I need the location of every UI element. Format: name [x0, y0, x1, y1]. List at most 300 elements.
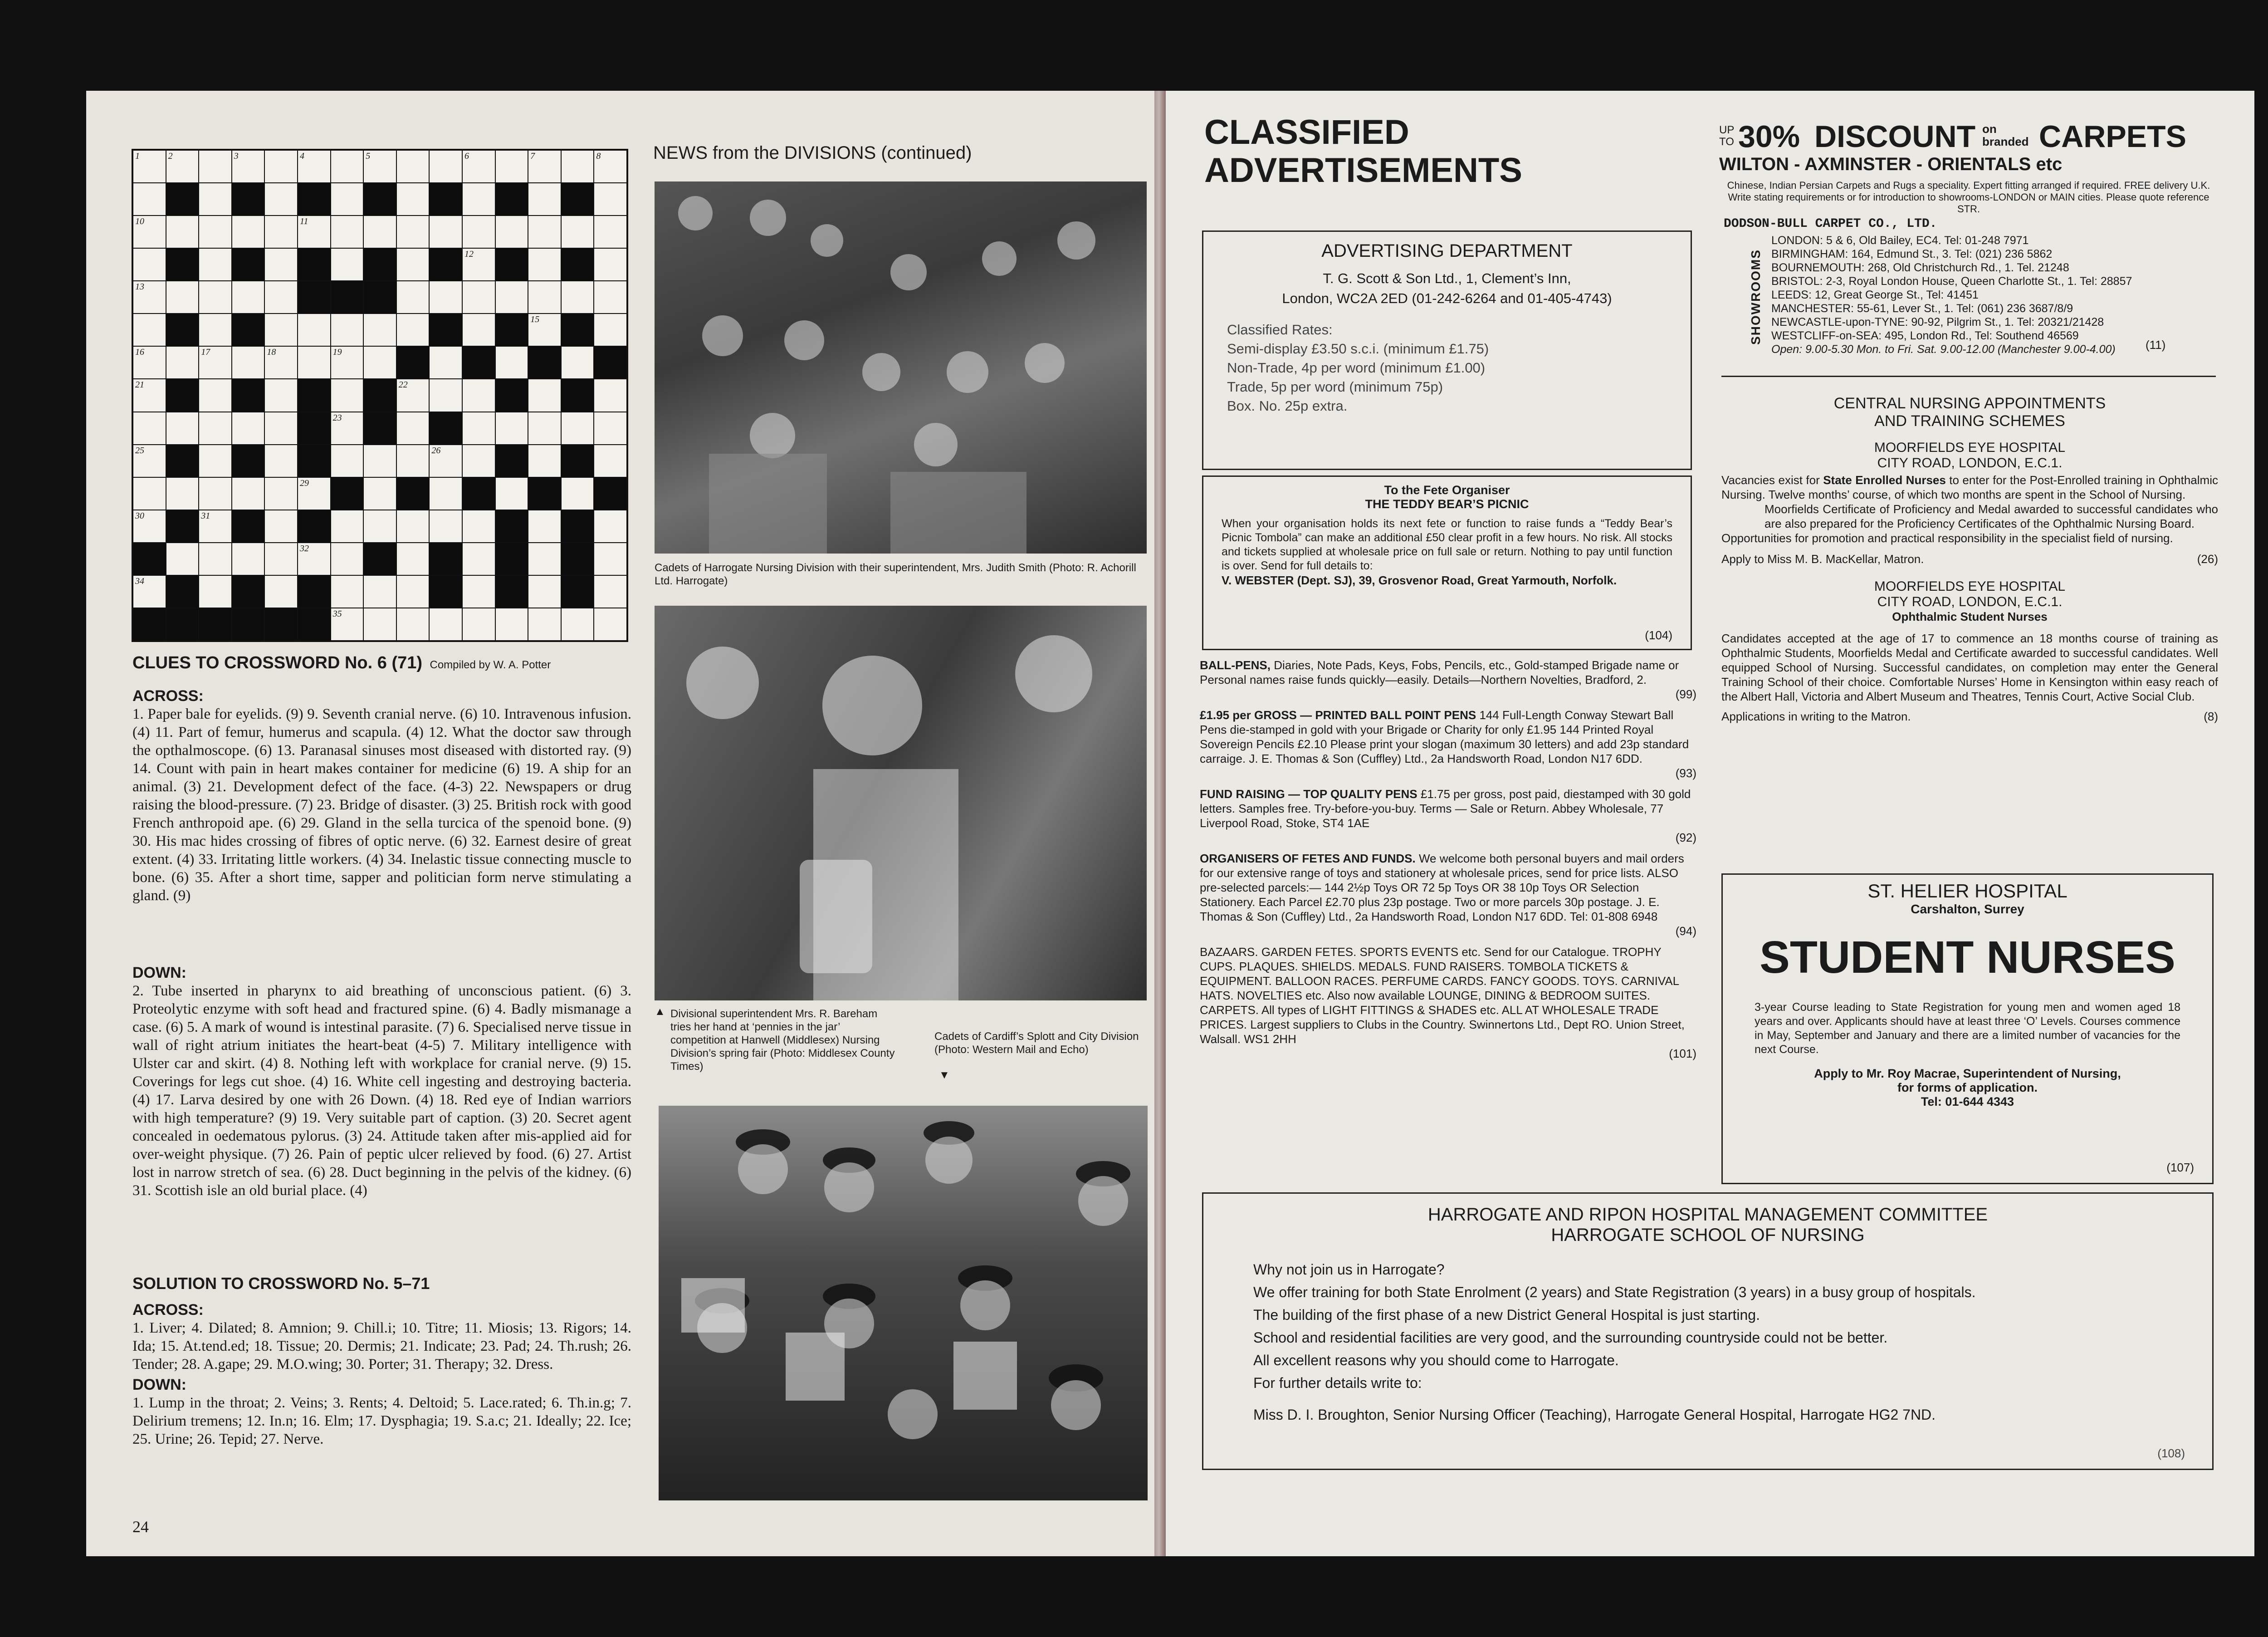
- crossword-grid: [132, 149, 628, 642]
- crossword-solution: [132, 1274, 631, 1448]
- crossword-cell: [463, 576, 495, 608]
- crossword-cell: [199, 151, 231, 182]
- crossword-cell: [397, 510, 429, 542]
- crossword-cell: [594, 249, 626, 280]
- crossword-black-square: [298, 510, 330, 542]
- ad-ref: (94): [1675, 924, 1696, 938]
- crossword-cell: [298, 478, 330, 510]
- discount-label: DISCOUNT: [1814, 119, 1976, 154]
- crossword-black-square: [528, 478, 561, 510]
- crossword-cell: [364, 151, 396, 182]
- crossword-cell: [133, 183, 166, 215]
- news-title: NEWS from the DIVISIONS (continued): [653, 143, 972, 163]
- ad-ref: (99): [1675, 687, 1696, 701]
- crossword-black-square: [364, 183, 396, 215]
- crossword-black-square: [232, 608, 264, 640]
- dept-title: ADVERTISING DEPARTMENT: [1321, 241, 1573, 261]
- crossword-clue-number: 31: [201, 510, 210, 521]
- crossword-cell: [364, 347, 396, 378]
- crossword-black-square: [166, 314, 199, 346]
- crossword-cell: [133, 249, 166, 280]
- crossword-clue-number: 19: [332, 347, 342, 358]
- crossword-cell: [463, 151, 495, 182]
- crossword-cell: [199, 281, 231, 313]
- crossword-cell: [528, 151, 561, 182]
- crossword-cell: [199, 183, 231, 215]
- crossword-cell: [594, 608, 626, 640]
- crossword-cell: [528, 249, 561, 280]
- harrogate-box: [1202, 1192, 2214, 1470]
- moorfields-apply-row: [1721, 552, 2218, 566]
- dept-line1: T. G. Scott & Son Ltd., 1, Clement’s Inn,: [1323, 270, 1571, 286]
- crossword-cell: [364, 445, 396, 477]
- crossword-black-square: [496, 314, 528, 346]
- carpet-blurb: Chinese, Indian Persian Carpets and Rugs a speciality. Expert fitting arranged if required. FREE delivery U.K. Write stating requirements or for introduction to showrooms-LONDON or MAIN cities. Please quote reference STR.: [1727, 180, 2210, 215]
- showrooms-label: SHOWROOMS: [1749, 249, 1763, 345]
- crossword-clue-number: 2: [168, 151, 173, 161]
- crossword-clue-number: 6: [464, 151, 469, 161]
- moorfields-address-2: CITY ROAD, LONDON, E.C.1.: [1877, 594, 2063, 609]
- rate-trade: Trade, 5p per word (minimum 75p): [1227, 379, 1443, 395]
- crossword-cell: [430, 151, 462, 182]
- harrogate-line: For further details write to:: [1253, 1375, 1422, 1391]
- showroom-item: NEWCASTLE-upon-TYNE: 90-92, Pilgrim St., 1. Tel: 20321/21428: [1771, 316, 2104, 328]
- crossword-cell: [397, 379, 429, 411]
- crossword-cell: [397, 183, 429, 215]
- carpet-ref: (11): [2146, 338, 2166, 352]
- carpets-label: CARPETS: [2039, 119, 2186, 154]
- crossword-cell: [496, 412, 528, 444]
- crossword-black-square: [298, 412, 330, 444]
- crossword-cell: [562, 151, 594, 182]
- down-heading: DOWN:: [132, 964, 186, 981]
- crossword-clue-number: 29: [299, 478, 309, 488]
- crossword-cell: [364, 216, 396, 248]
- crossword-cell: [528, 412, 561, 444]
- crossword-cell: [265, 478, 297, 510]
- crossword-cell: [397, 216, 429, 248]
- crossword-black-square: [397, 347, 429, 378]
- p1-start: Vacancies exist for: [1721, 473, 1820, 487]
- rate-non-trade: Non-Trade, 4p per word (minimum £1.00): [1227, 360, 1486, 376]
- crossword-cell: [199, 347, 231, 378]
- crossword-black-square: [496, 510, 528, 542]
- st-helier-box: [1721, 873, 2214, 1184]
- crossword-cell: [166, 412, 199, 444]
- crossword-black-square: [232, 379, 264, 411]
- crossword-cell: [199, 216, 231, 248]
- crossword-clue-number: 3: [234, 151, 239, 161]
- harrogate-title2: HARROGATE SCHOOL OF NURSING: [1551, 1225, 1865, 1245]
- student-nurses-subheading: Ophthalmic Student Nurses: [1892, 610, 2048, 623]
- crossword-black-square: [232, 510, 264, 542]
- crossword-cell: [594, 445, 626, 477]
- crossword-black-square: [430, 412, 462, 444]
- carpet-sub: WILTON - AXMINSTER - ORIENTALS etc: [1719, 154, 2063, 174]
- crossword-black-square: [430, 576, 462, 608]
- crossword-cell: [331, 412, 363, 444]
- photo-cardiff-cadets: [659, 1106, 1148, 1500]
- crossword-black-square: [430, 314, 462, 346]
- crossword-cell: [199, 379, 231, 411]
- crossword-cell: [133, 151, 166, 182]
- showroom-item: LONDON: 5 & 6, Old Bailey, EC4. Tel: 01-248 7971: [1771, 234, 2029, 247]
- crossword-black-square: [166, 576, 199, 608]
- crossword-cell: [463, 608, 495, 640]
- ad-text: We welcome both personal buyers and mail orders for our extensive range of toys and stationery at wholesale prices, send for price lists. ALSO pre-selected parcels:— 144 2½p Toys OR 72 5p Toys OR 38 10p Toys OR Selection Stationery. Each Parcel £2.70 plus 23p postage. Two or more parcels 30p postage. J. E. Thomas & Son (Cuffley) Ltd., 2a Handsworth Road, London N17 6DD. Tel: 01-808 6948: [1200, 852, 1684, 923]
- solution-across-text: 1. Liver; 4. Dilated; 8. Amnion; 9. Chill.i; 10. Titre; 11. Miosis; 13. Rigors; 14. Ida; 15. At.tend.ed; 18. Tissue; 20. Dermis; 21. Indicate; 23. Pad; 24. Th.rush; 26. Tender; 28. A.gape; 29. M.O.wing; 30. Porter; 31. Therapy; 32. Dress.: [132, 1320, 631, 1372]
- showroom-item: BOURNEMOUTH: 268, Old Christchurch Rd., 1. Tel. 21248: [1771, 261, 2069, 274]
- moorfields-apply: Apply to Miss M. B. MacKellar, Matron.: [1721, 552, 1924, 566]
- crossword-cell: [496, 608, 528, 640]
- crossword-black-square: [594, 347, 626, 378]
- helier-sub: Carshalton, Surrey: [1911, 902, 2024, 916]
- on-branded-label: on branded: [1982, 122, 2029, 148]
- crossword-cell: [594, 510, 626, 542]
- crossword-black-square: [463, 347, 495, 378]
- crossword-cell: [562, 478, 594, 510]
- crossword-clue-number: 30: [135, 510, 144, 521]
- crossword-cell: [166, 151, 199, 182]
- crossword-cell: [562, 216, 594, 248]
- crossword-cell: [265, 576, 297, 608]
- crossword-cell: [199, 543, 231, 575]
- crossword-cell: [528, 445, 561, 477]
- crossword-black-square: [364, 412, 396, 444]
- crossword-black-square: [331, 281, 363, 313]
- photo-cardiff-cadets-placeholder: [659, 1106, 1148, 1500]
- carpet-company: DODSON-BULL CARPET CO., LTD.: [1724, 217, 1937, 231]
- crossword-clue-number: 15: [530, 314, 540, 325]
- crossword-cell: [430, 478, 462, 510]
- classified-heading-line1: CLASSIFIED: [1204, 113, 1409, 152]
- crossword-black-square: [562, 445, 594, 477]
- photo-pennies-jar-placeholder: [655, 606, 1147, 1000]
- crossword-black-square: [166, 249, 199, 280]
- crossword-cell: [166, 216, 199, 248]
- crossword-cell: [463, 216, 495, 248]
- crossword-clue-number: 1: [135, 151, 140, 161]
- crossword-black-square: [562, 576, 594, 608]
- crossword-cell: [133, 379, 166, 411]
- crossword-cell: [430, 445, 462, 477]
- crossword-cell: [331, 379, 363, 411]
- crossword-black-square: [331, 478, 363, 510]
- ad-lead: BALL-PENS,: [1200, 658, 1271, 672]
- crossword-cell: [463, 412, 495, 444]
- crossword-cell: [199, 445, 231, 477]
- crossword-cell: [430, 216, 462, 248]
- dept-line2: London, WC2A 2ED (01-242-6264 and 01-405-4743): [1282, 290, 1612, 306]
- classified-ads-list: [1200, 658, 1696, 1061]
- crossword-clue-number: 5: [366, 151, 371, 161]
- crossword-black-square: [166, 379, 199, 411]
- p1-end: to enter for the Post-Enrolled training in Ophthalmic Nursing. Twelve months’ course, of which two months are spent in the School of Nursing.: [1721, 473, 2218, 501]
- showroom-item: WESTCLIFF-on-SEA: 495, London Rd., Tel: Southend 46569: [1771, 329, 2079, 342]
- crossword-black-square: [199, 608, 231, 640]
- harrogate-contact: Miss D. I. Broughton, Senior Nursing Officer (Teaching), Harrogate General Hospital, Harrogate HG2 7ND.: [1253, 1407, 1936, 1423]
- crossword-cell: [331, 216, 363, 248]
- caption-pennies-jar: Divisional superintendent Mrs. R. Bareham tries her hand at ‘pennies in the jar’ competition at Hanwell (Middlesex) Nursing Division’s spring fair (Photo: Middlesex County Times): [670, 1008, 895, 1073]
- crossword-black-square: [430, 249, 462, 280]
- crossword-cell: [232, 478, 264, 510]
- crossword-cell: [528, 543, 561, 575]
- crossword-cell: [265, 543, 297, 575]
- divider: [1721, 376, 2216, 377]
- crossword-black-square: [298, 576, 330, 608]
- crossword-clue-number: 25: [135, 445, 144, 456]
- crossword-black-square: [133, 543, 166, 575]
- crossword-cell: [133, 216, 166, 248]
- crossword-cell: [397, 314, 429, 346]
- crossword-clue-number: 35: [332, 608, 342, 619]
- crossword-cell: [430, 379, 462, 411]
- crossword-black-square: [232, 576, 264, 608]
- crossword-cell: [331, 543, 363, 575]
- crossword-cell: [133, 281, 166, 313]
- picnic-address: V. WEBSTER (Dept. SJ), 39, Grosvenor Road, Great Yarmouth, Norfolk.: [1222, 573, 1617, 587]
- crossword-cell: [397, 576, 429, 608]
- crossword-cell: [364, 608, 396, 640]
- crossword-black-square: [562, 249, 594, 280]
- crossword-cell: [232, 151, 264, 182]
- across-text: 1. Paper bale for eyelids. (9) 9. Seventh cranial nerve. (6) 10. Intravenous infusion. (4) 11. Part of femur, humerus and scapula. (4) 12. What the doctor saw through the opthalmoscope. (6) 13. Paranasal sinuses most diseased with distorted ray. (9) 14. Count with pain in heart makes container for medicine (6) 19. A ship for an animal. (3) 21. Development defect of the face. (4-3) 22. Newspapers or drug raising the blood-pressure. (7) 23. Bridge of disaster. (3) 25. British rock with good French anthropoid ape. (6) 29. Gland in the sella turcica of the spenoid bone. (9) 30. His mac hides crossing of fibres of optic nerve. (6) 32. Earnest desire of great extent. (4) 33. Irritating little workers. (4) 34. Inelastic tissue connecting muscle to bone. (6) 35. After a short time, sapper and politician form nerve stimulating a gland. (9): [132, 706, 631, 904]
- crossword-cell: [199, 412, 231, 444]
- helier-body: 3-year Course leading to State Registration for young men and women aged 18 years and over. Applicants should have at least three ‘O’ Levels. Courses commence in May, September and January and there are a limited number of vacancies for the next Course.: [1755, 1001, 2180, 1056]
- crossword-black-square: [562, 510, 594, 542]
- ad-ref: (92): [1675, 831, 1696, 844]
- crossword-cell: [133, 412, 166, 444]
- crossword-cell: [364, 510, 396, 542]
- crossword-black-square: [265, 608, 297, 640]
- crossword-cell: [133, 478, 166, 510]
- crossword-cell: [265, 347, 297, 378]
- crossword-clue-number: 26: [431, 445, 441, 456]
- showroom-item: BIRMINGHAM: 164, Edmund St., 3. Tel: (021) 236 5862: [1771, 248, 2053, 260]
- classified-heading-line2: ADVERTISEMENTS: [1204, 151, 1522, 190]
- crossword-cell: [298, 347, 330, 378]
- ad-printed-pens: [1200, 708, 1696, 780]
- solution-down-heading: DOWN:: [132, 1376, 186, 1393]
- crossword-cell: [298, 314, 330, 346]
- crossword-cell: [528, 183, 561, 215]
- ad-ref: (101): [1669, 1047, 1696, 1060]
- crossword-clue-number: 17: [201, 347, 210, 358]
- crossword-cell: [594, 216, 626, 248]
- crossword-black-square: [364, 249, 396, 280]
- crossword-cell: [199, 249, 231, 280]
- crossword-cell: [232, 216, 264, 248]
- crossword-black-square: [430, 183, 462, 215]
- caption-up-marker: ▲: [655, 1005, 665, 1018]
- clues-title-row: [132, 653, 631, 671]
- crossword-cell: [562, 347, 594, 378]
- crossword-cell: [331, 314, 363, 346]
- crossword-black-square: [463, 478, 495, 510]
- crossword-cell: [528, 216, 561, 248]
- crossword-cell: [528, 314, 561, 346]
- crossword-clue-number: 22: [398, 380, 408, 390]
- crossword-black-square: [562, 314, 594, 346]
- crossword-cell: [265, 445, 297, 477]
- crossword-cell: [496, 216, 528, 248]
- crossword-cell: [463, 314, 495, 346]
- harrogate-line: The building of the first phase of a new District General Hospital is just starting.: [1253, 1307, 1760, 1323]
- crossword-cell: [166, 543, 199, 575]
- crossword-cell: [265, 249, 297, 280]
- crossword-cell: [463, 543, 495, 575]
- crossword-cell: [430, 347, 462, 378]
- crossword-clue-number: 12: [464, 249, 474, 260]
- crossword-cell: [265, 314, 297, 346]
- crossword-cell: [298, 543, 330, 575]
- ad-organisers: [1200, 851, 1696, 938]
- crossword-clue-number: 23: [332, 412, 342, 423]
- crossword-black-square: [298, 249, 330, 280]
- moorfields-address: CITY ROAD, LONDON, E.C.1.: [1877, 456, 2063, 471]
- crossword-cell: [331, 347, 363, 378]
- ad-ball-pens: [1200, 658, 1696, 701]
- crossword-black-square: [496, 576, 528, 608]
- crossword-cell: [463, 379, 495, 411]
- crossword-black-square: [298, 183, 330, 215]
- crossword-cell: [265, 281, 297, 313]
- crossword-clue-number: 21: [135, 380, 144, 390]
- crossword-black-square: [430, 543, 462, 575]
- crossword-cell: [199, 478, 231, 510]
- helier-apply2: for forms of application.: [1897, 1081, 2038, 1094]
- crossword-cell: [364, 314, 396, 346]
- crossword-cell: [265, 412, 297, 444]
- crossword-black-square: [364, 543, 396, 575]
- crossword-black-square: [298, 281, 330, 313]
- crossword-cell: [397, 608, 429, 640]
- harrogate-body: [1203, 1258, 2212, 1426]
- crossword-clue-number: 34: [135, 576, 144, 586]
- crossword-cell: [397, 281, 429, 313]
- crossword-black-square: [562, 379, 594, 411]
- crossword-cell: [133, 445, 166, 477]
- crossword-clue-number: 7: [530, 151, 535, 161]
- central-nursing-section: [1721, 395, 2218, 724]
- crossword-cell: [528, 510, 561, 542]
- rates-title: Classified Rates:: [1227, 322, 1333, 338]
- crossword-cell: [430, 281, 462, 313]
- crossword-black-square: [364, 379, 396, 411]
- p1-bold: State Enrolled Nurses: [1823, 473, 1946, 487]
- ad-text: £1.75 per gross, post paid, diestamped with 30 gold letters. Samples free. Try-before-you-buy. Terms — Sale or Return. Abbey Wholesale, 77 Liverpool Road, Stoke, ST4 1AE: [1200, 787, 1691, 830]
- crossword-clue-number: 4: [299, 151, 304, 161]
- ad-fund-raising: [1200, 787, 1696, 845]
- crossword-black-square: [166, 445, 199, 477]
- moorfields-ref: (26): [2197, 552, 2218, 566]
- moorfields-ref2: (8): [2204, 710, 2218, 723]
- photo-harrogate-cadets: [655, 181, 1147, 554]
- compiled-by: Compiled by W. A. Potter: [430, 659, 551, 671]
- moorfields-apply2: Applications in writing to the Matron.: [1721, 710, 1911, 723]
- harrogate-line: Why not join us in Harrogate?: [1253, 1261, 1445, 1278]
- crossword-black-square: [496, 445, 528, 477]
- showroom-item: MANCHESTER: 55-61, Lever St., 1. Tel: (061) 236 3687/8/9: [1771, 302, 2073, 315]
- crossword-cell: [397, 151, 429, 182]
- crossword-cell: [528, 576, 561, 608]
- crossword-cell: [496, 151, 528, 182]
- crossword-cell: [232, 412, 264, 444]
- crossword-cell: [232, 347, 264, 378]
- harrogate-line: School and residential facilities are very good, and the surrounding countryside could not be better.: [1253, 1329, 1888, 1346]
- picnic-ref: (104): [1645, 628, 1672, 642]
- crossword-black-square: [166, 608, 199, 640]
- helier-title: ST. HELIER HOSPITAL: [1867, 880, 2068, 902]
- crossword-cell: [528, 281, 561, 313]
- crossword-clue-number: 10: [135, 216, 144, 227]
- page-number: 24: [132, 1518, 149, 1536]
- crossword-cell: [463, 281, 495, 313]
- upto-label: UP TO: [1719, 124, 1734, 148]
- crossword-cell: [298, 216, 330, 248]
- harrogate-title1: HARROGATE AND RIPON HOSPITAL MANAGEMENT COMMITTEE: [1427, 1205, 1988, 1225]
- crossword-black-square: [298, 379, 330, 411]
- classified-rates: [1227, 320, 1691, 416]
- crossword-black-square: [496, 183, 528, 215]
- moorfields-para3: Opportunities for promotion and practical responsibility in the specialist field of nursing.: [1721, 531, 2173, 545]
- magazine-spine: [1154, 91, 1166, 1556]
- crossword-cell: [364, 576, 396, 608]
- showroom-item: LEEDS: 12, Great George St., Tel: 41451: [1771, 289, 1979, 301]
- crossword-black-square: [528, 347, 561, 378]
- crossword-cell: [463, 183, 495, 215]
- crossword-clue-number: 32: [299, 543, 309, 554]
- crossword-clue-number: 13: [135, 282, 144, 292]
- ad-lead: ORGANISERS OF FETES AND FUNDS.: [1200, 852, 1416, 865]
- solution-across-heading: ACROSS:: [132, 1301, 204, 1318]
- crossword-cell: [265, 151, 297, 182]
- ad-text: Diaries, Note Pads, Keys, Fobs, Pencils, etc., Gold-stamped Brigade name or Personal names raise funds quickly—easily. Details—Northern Novelties, Bradford, 2.: [1200, 658, 1679, 686]
- crossword-clue-number: 18: [267, 347, 276, 358]
- crossword-black-square: [232, 183, 264, 215]
- crossword-cell: [496, 281, 528, 313]
- picnic-line1: To the Fete Organiser: [1384, 483, 1510, 497]
- crossword-cell: [562, 608, 594, 640]
- classified-heading: [1204, 113, 1522, 190]
- crossword-black-square: [298, 608, 330, 640]
- crossword-clue-number: 11: [299, 216, 308, 227]
- crossword-cell: [331, 183, 363, 215]
- showroom-hours: Open: 9.00-5.30 Mon. to Fri. Sat. 9.00-12.00 (Manchester 9.00-4.00): [1771, 343, 2116, 356]
- down-text: 2. Tube inserted in pharynx to aid breathing of unconscious patient. (6) 3. Proteolytic enzyme with soft head and fractured spine. (6) 4. Badly mismanage a case. (6) 5. A mark of wound is intestinal parasite. (7) 6. Specialised nerve tissue in wall of right atrium initiates the heart-beat (4-5) 7. Military intelligence with Ulster car and skirt. (4) 8. Nothing left with workplace for cranial nerve. (9) 15. Coverings for legs cut shoe. (4) 16. White cell ingesting and destroying bacteria. (4) 17. Larva desired by one with 26 Down. (4) 18. Red eye of Indian warriors with high temperature? (9) 19. Very suitable part of caption. (3) 20. Secret agent concealed in oedematous pylorus. (3) 24. Attitude taken after mis-applied aid for over-weight physique. (7) 26. Pain of peptic ulcer relieved by food. (6) 27. Artist lost in narrow stretch of sea. (6) 28. Duct beginning in the pelvis of the kidney. (6) 31. Scottish isle an old burial place. (4): [132, 983, 631, 1199]
- crossword-black-square: [562, 543, 594, 575]
- crossword-cell: [265, 216, 297, 248]
- crossword-black-square: [594, 478, 626, 510]
- crossword-black-square: [232, 314, 264, 346]
- helier-tel: Tel: 01-644 4343: [1921, 1095, 2014, 1108]
- crossword-black-square: [397, 478, 429, 510]
- crossword-cell: [133, 347, 166, 378]
- crossword-cell: [463, 445, 495, 477]
- harrogate-ref: (108): [2157, 1446, 2185, 1460]
- central-title1: CENTRAL NURSING APPOINTMENTS: [1833, 395, 2106, 412]
- advertising-dept-box: [1202, 230, 1692, 470]
- crossword-black-square: [496, 543, 528, 575]
- crossword-cell: [133, 314, 166, 346]
- solution-title: SOLUTION TO CROSSWORD No. 5–71: [132, 1274, 430, 1293]
- ad-text: 144 Full-Length Conway Stewart Ball Pens die-stamped in gold with your Brigade or Charity for only £1.95 144 Printed Royal Sovereign Pencils £2.10 Please print your slogan (maximum 30 letters) and add 23p standard carraige. J. E. Thomas & Son (Cuffley) Ltd., 2a Handsworth Road, London N17 6DD.: [1200, 708, 1689, 765]
- crossword-cell: [463, 249, 495, 280]
- crossword-cell: [166, 347, 199, 378]
- helier-apply1: Apply to Mr. Roy Macrae, Superintendent of Nursing,: [1814, 1067, 2121, 1080]
- moorfields-heading: MOORFIELDS EYE HOSPITAL: [1874, 440, 2066, 455]
- crossword-cell: [331, 249, 363, 280]
